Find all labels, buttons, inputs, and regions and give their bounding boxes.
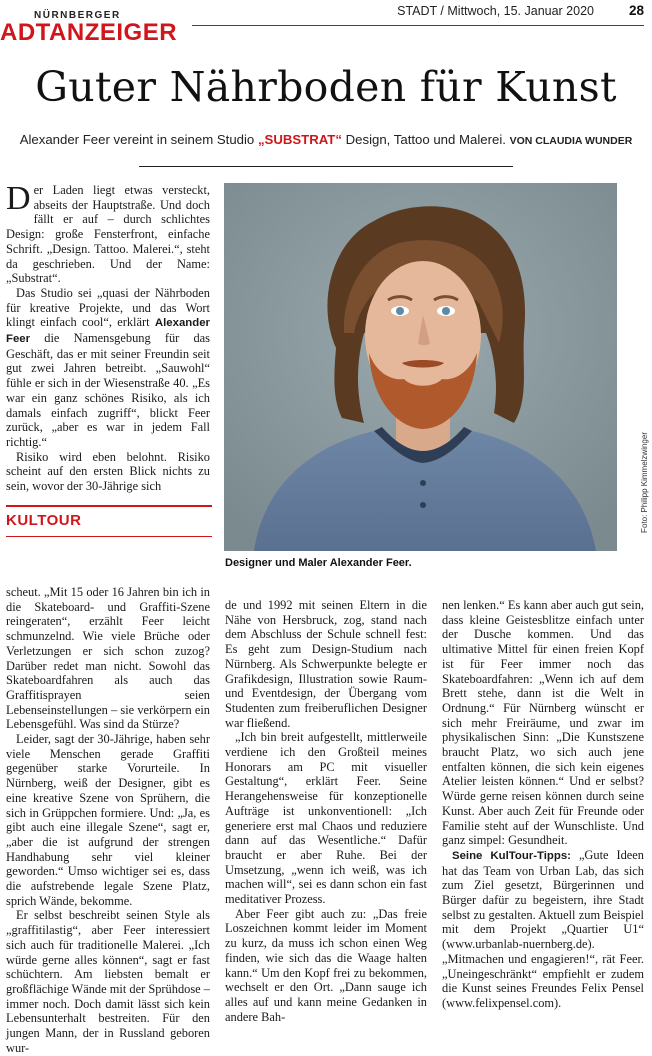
page-number: 28 [628, 3, 644, 18]
subhead-text: Alexander Feer vereint in seinem Studio [19, 132, 255, 147]
column-1-lower [6, 585, 210, 1056]
portrait-illustration [224, 183, 617, 551]
masthead-logo: ADTANZEIGER [0, 19, 178, 46]
section-date: STADT / Mittwoch, 15. Januar 2020 [397, 4, 594, 18]
paragraph: de und 1992 mit seinen Eltern in die Nähe von Hersbruck, zog, stand nach dem Abschluss der Schule schnell fest: Es geht zum Design-Studium nach Nürnberg. Als Schwerpunkte belegte er Grafikdesign, Illustration sowie Raum- und Eventdesign, der Übergang vom Studenten zum freiberuflichen Designer war fließend. [225, 598, 427, 730]
headline: Guter Nährboden für Kunst [35, 63, 617, 111]
kultour-label: KULTOUR [6, 512, 82, 529]
person-name: Alexander Feer [6, 317, 210, 346]
header-rule [192, 25, 644, 26]
dropcap: D [6, 180, 31, 217]
column-3 [442, 598, 644, 1011]
byline: VON CLAUDIA WUNDER [509, 135, 633, 147]
column-1-top [6, 180, 210, 494]
column-2 [225, 598, 427, 1024]
paragraph: scheut. „Mit 15 oder 16 Jahren bin ich in die Skateboard- und Graffiti-Szene reingeraten“, erzählt Feer leicht schmunzelnd. Wie viele Brüche oder Verletzungen er sich schon zuzog? Darüber redet man nicht. Sowohl das Skateboardfahren als auch das Graffitisprayen seien Lebenseinstellungen – sie verkörpern ein Lebensgefühl. Was sind da Stürze? [6, 585, 210, 732]
photo-caption: Designer und Maler Alexander Feer. [225, 557, 412, 569]
paragraph: „Ich bin breit aufgestellt, mittlerweile verdiene ich den Großteil meines Honorars am PC mit visueller Gestaltung“, erklärt Feer. Seine Herangehensweise für konzeptionelle Aufträge ist unkonventionell: „Ich generiere erst mal Chaos und reduziere dann auf das Wesentliche.“ Dafür braucht er aber Ruhe. Bei der Umsetzung, „wenn ich weiß, was ich machen will“, sei es dann schon ein fast meditativer Prozess. [225, 730, 427, 907]
paragraph: Aber Feer gibt auch zu: „Das freie Loszeichnen kommt leider im Moment zu kurz, da muss ich schon einen Weg finden, wie sich das die Waage halten kann.“ Um den Kopf frei zu bekommen, wechselt er den Ort. „Dann sauge ich alles auf und kann meine Gedanken in andere Bah- [225, 906, 427, 1024]
paragraph: Der Laden liegt etwas versteckt, abseits der Hauptstraße. Und doch fällt er auf – durch schlichtes Design: große Fensterfront, einfache Schrift. „Design. Tattoo. Malerei.“, steht da geschrieben. Und der Name: „Substrat“. [6, 180, 210, 286]
masthead-top: NÜRNBERGER [34, 10, 121, 21]
portrait-photo [224, 183, 617, 551]
kultour-top-rule [6, 505, 212, 507]
paragraph: nen lenken.“ Es kann aber auch gut sein, dass kleine Geistesblitze einfach unter der Dusche kommen. Und das ultimative Mittel für einen freien Kopf ist für Feer immer noch das Skateboardfahren: „Wenn ich auf dem Brett stehe, dann ist die Welt in Ordnung.“ Für Nürnberg wünscht er sich mehr Freiräume, und zwar im physikalischen Sinn: „Die Kunstszene braucht Platz, wo sich auch jene entfalten können, die sich kein eigenes Atelier leisten können.“ Und er selbst? Würde gerne reisen können durch seine Kunst. Aber auch Zeit für Freunde oder Familie steht auf der Wunschliste. Und ganz simpel: Gesundheit. [442, 598, 644, 848]
tips-label: Seine KulTour-Tipps: [452, 849, 571, 862]
subhead-text-after: Design, Tattoo und Malerei. [345, 132, 506, 147]
paragraph: Er selbst beschreibt seinen Style als „graffitilastig“, aber Feer interessiert sich auch für traditionelle Malerei. „Ich würde gerne alles können“, sagt er fast schüchtern. Am liebsten bemalt er großflächige Wände mit der Sprühdose – immer noch. Doch damit lässt sich kein Lebensunterhalt bestreiten. Für den jungen Mann, der in Russland geboren wur- [6, 908, 210, 1055]
kultour-rule [6, 536, 212, 537]
subhead-studio: „SUBSTRAT“ [257, 132, 342, 147]
paragraph: Leider, sagt der 30-Jährige, haben sehr viele Menschen gerade Graffiti gegenüber starke Vorurteile. In Nürnberg, weiß der Designer, gibt es eine kreative Szene von Sprühern, die sich in Grüppchen formiere. Und: „Ja, es gibt auch eine illegale Szene“, sagt er, „aber die ist aufgrund der strengen Handhabung sehr viel kleiner geworden.“ Umso wichtiger sei es, dass die aufstrebende legale Szene Platz, sprich Wände, bekomme. [6, 732, 210, 908]
paragraph: Das Studio sei „quasi der Nährboden für kreative Projekte, und das Wort klingt einfach cool“, erklärt Alexander Feer die Namensgebung für das Geschäft, das er mit seiner Freundin seit gut zwei Jahren betreibt. „Sauwohl“ fühle er sich in der Wiesenstraße 40. „Es war ein ganz schönes Risiko, als ich damals einfach zugriff“, blickt Feer zurück, „aber es war in jedem Fall richtig.“ [6, 285, 210, 449]
subhead-rule [139, 166, 513, 167]
paragraph: Seine KulTour-Tipps: „Gute Ideen hat das Team von Urban Lab, das sich zum Ziel gesetzt, Bürgerinnen und Bürger dafür zu begeistern, ihre Stadt selbst zu gestalten. Aktuell zum Beispiel mit dem Projekt „Quartier U1“ (www.urbanlab-nuernberg.de). „Mitmachen und engagieren!“, rät Feer. „Uneingeschränkt“ empfiehlt er zudem die Kunst seines Freundes Felix Pensel (www.felixpensel.com). [442, 847, 644, 1010]
photo-credit: Foto: Philipp Kimmelzwinger [640, 432, 649, 533]
paragraph: Risiko wird eben belohnt. Risiko scheint auf den ersten Blick nichts zu sein, wovor der 30-Jährige sich [6, 449, 210, 494]
subheadline [0, 132, 652, 147]
